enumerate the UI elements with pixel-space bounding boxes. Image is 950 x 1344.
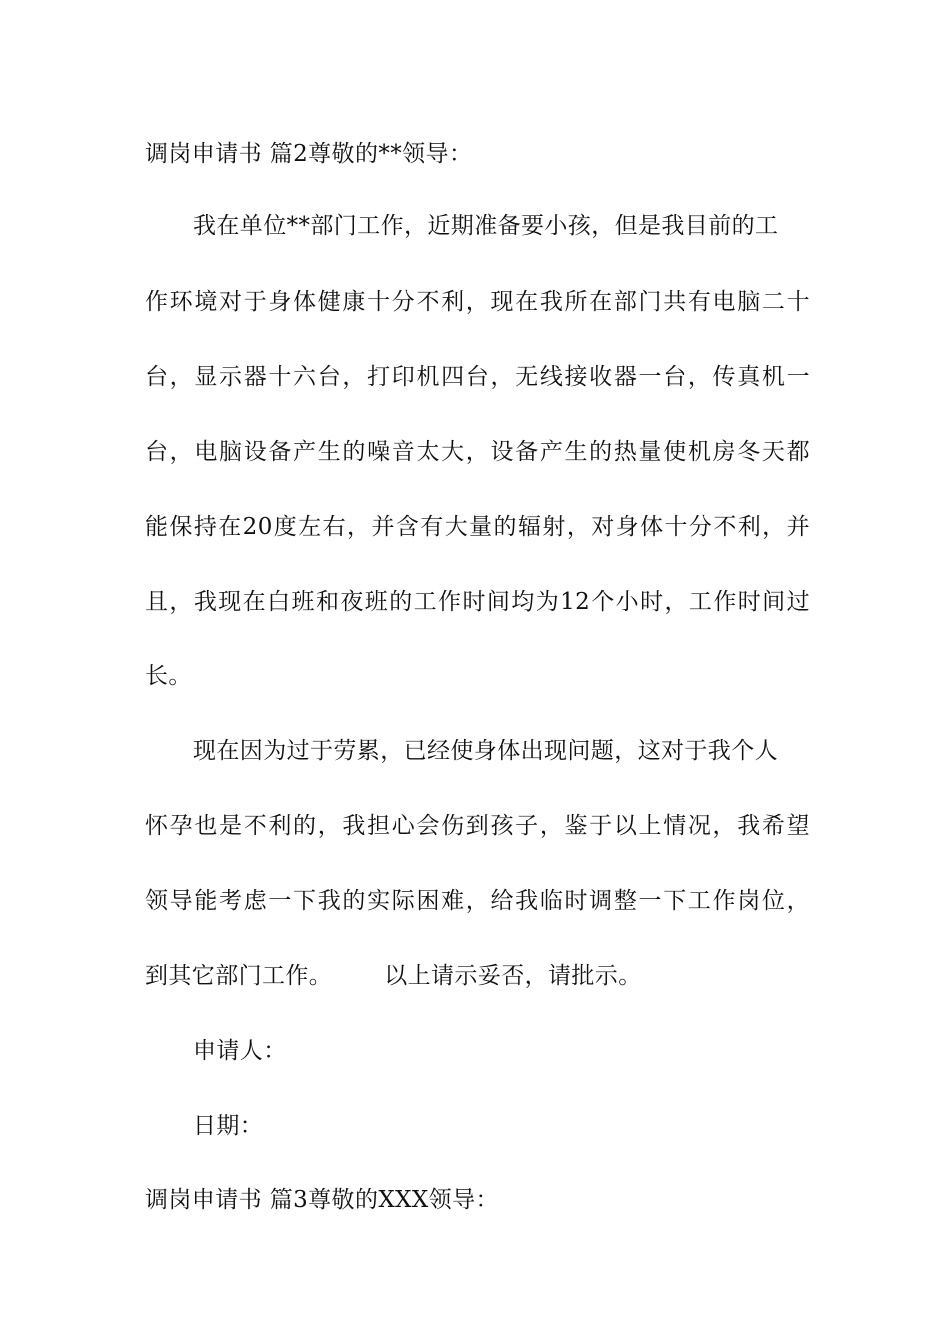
closing-request: 以上请示妥否，请批示。 <box>384 963 642 989</box>
paragraph-line: 我在单位**部门工作，近期准备要小孩，但是我目前的工 <box>193 213 779 239</box>
paragraph-text: 到其它部门工作。 <box>145 963 333 989</box>
paragraph-line <box>145 961 810 991</box>
paragraph-line: 且，我现在白班和夜班的工作时间均为12个小时，工作时间过 <box>145 589 810 615</box>
paragraph-line: 领导能考虑一下我的实际困难，给我临时调整一下工作岗位， <box>145 888 810 914</box>
paragraph-line: 长。 <box>145 663 192 689</box>
applicant-label: 申请人： <box>193 1038 287 1064</box>
paragraph-line: 台，显示器十六台，打印机四台，无线接收器一台，传真机一 <box>145 364 810 390</box>
paragraph-line: 怀孕也是不利的，我担心会伤到孩子，鉴于以上情况，我希望 <box>145 813 810 839</box>
letter-heading: 调岗申请书 篇2尊敬的**领导： <box>145 141 473 167</box>
paragraph-line: 台，电脑设备产生的噪音太大，设备产生的热量使机房冬天都 <box>145 439 810 465</box>
paragraph-line: 作环境对于身体健康十分不利，现在我所在部门共有电脑二十 <box>145 289 810 315</box>
date-label: 日期： <box>193 1113 264 1139</box>
letter-heading: 调岗申请书 篇3尊敬的XXX领导： <box>145 1187 499 1213</box>
paragraph-line: 现在因为过于劳累，已经使身体出现问题，这对于我个人 <box>193 738 778 764</box>
paragraph-line: 能保持在20度左右，并含有大量的辐射，对身体十分不利，并 <box>145 514 810 540</box>
